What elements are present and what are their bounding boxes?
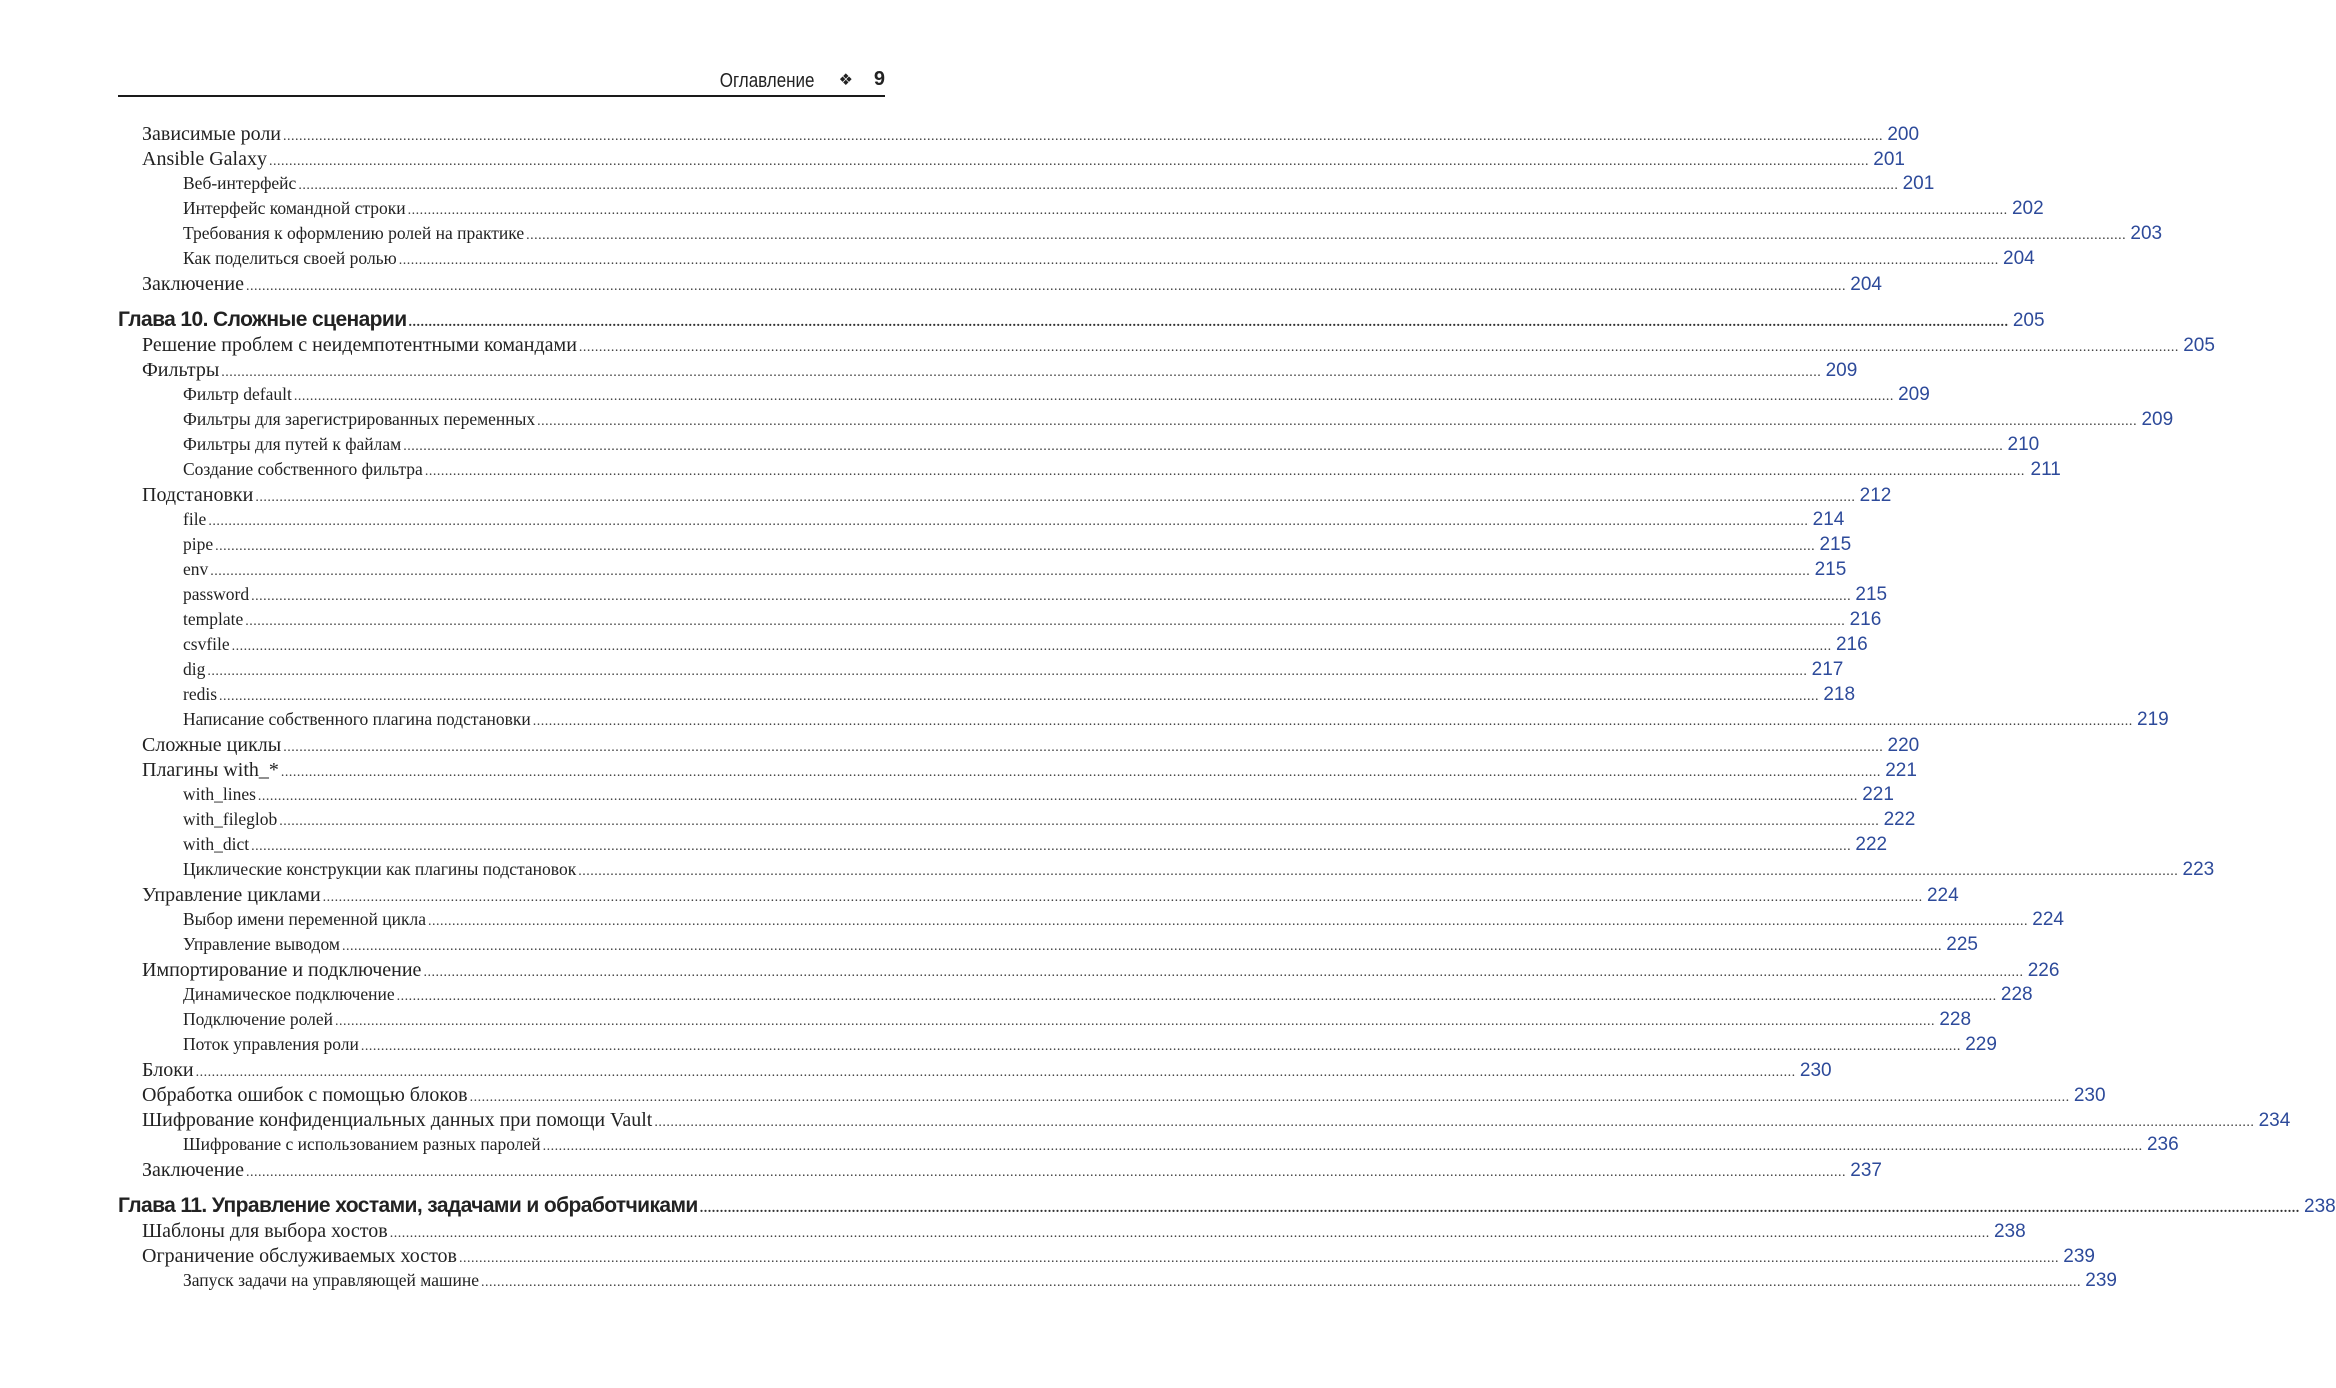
toc-entry[interactable] <box>118 959 2060 984</box>
toc-page-number: 228 <box>2000 984 2033 1005</box>
toc-entry[interactable] <box>118 559 1847 584</box>
toc-entry[interactable] <box>118 173 1935 198</box>
header-title: Оглавление <box>720 70 815 92</box>
toc-entry[interactable] <box>118 809 1916 834</box>
toc-entry[interactable] <box>118 1009 1972 1034</box>
toc-page-number: 224 <box>2032 909 2064 930</box>
toc-entry[interactable] <box>118 909 2064 934</box>
toc-page-number: 211 <box>2030 459 2061 480</box>
toc-entry[interactable] <box>118 248 2035 273</box>
toc-page-number: 239 <box>2063 1246 2095 1267</box>
toc-entry-label: password <box>183 584 250 604</box>
toc-entry-label: Запуск задачи на управляющей машине <box>183 1270 479 1290</box>
toc-page-number: 216 <box>1849 609 1882 630</box>
toc-page-number: 221 <box>1862 784 1894 805</box>
toc-page-number: 222 <box>1883 809 1916 830</box>
toc-entry-label: Управление выводом <box>183 934 340 954</box>
dot-leader: ................................................................................................................................................................................................................................................................................................................................................................................................................ <box>398 253 1999 268</box>
toc-entry[interactable] <box>118 934 1978 959</box>
dot-leader: ................................................................................................................................................................................................................................................................................................................................................................................................................ <box>699 1201 2300 1216</box>
toc-entry-label: Зависимые роли <box>142 123 282 145</box>
toc-entry-label: with_fileglob <box>183 809 278 829</box>
toc-page-number: 204 <box>1850 274 1882 295</box>
dot-leader: ................................................................................................................................................................................................................................................................................................................................................................................................................ <box>424 464 2025 479</box>
toc-entry-label: Плагины with_* <box>142 759 279 781</box>
dot-leader: ................................................................................................................................................................................................................................................................................................................................................................................................................ <box>298 178 1899 193</box>
ornament-icon: ❖ <box>838 70 853 89</box>
toc-entry-label: Импортирование и подключение <box>142 959 422 981</box>
toc-page-number: 212 <box>1859 485 1892 506</box>
toc-entry-label: Интерфейс командной строки <box>183 198 406 218</box>
table-of-contents <box>118 123 2336 1295</box>
toc-entry-label: Фильтр default <box>183 384 292 404</box>
toc-page-number: 237 <box>1850 1160 1882 1181</box>
toc-entry-label: Выбор имени переменной цикла <box>183 909 426 929</box>
dot-leader: ................................................................................................................................................................................................................................................................................................................................................................................................................ <box>221 365 1822 380</box>
toc-entry-label: Как поделиться своей ролью <box>183 248 397 268</box>
dot-leader: ................................................................................................................................................................................................................................................................................................................................................................................................................ <box>335 1014 1936 1029</box>
toc-entry-label: file <box>183 509 207 529</box>
dot-leader: ................................................................................................................................................................................................................................................................................................................................................................................................................ <box>283 129 1884 144</box>
toc-entry-label: Заключение <box>142 273 244 295</box>
toc-entry-label: csvfile <box>183 634 230 654</box>
dot-leader: ................................................................................................................................................................................................................................................................................................................................................................................................................ <box>219 689 1820 704</box>
toc-page-number: 201 <box>1873 149 1905 170</box>
toc-page-number: 225 <box>1946 934 1978 955</box>
toc-entry-label: Ограничение обслуживаемых хостов <box>142 1245 457 1267</box>
toc-entry[interactable] <box>118 198 2044 223</box>
toc-entry-label: Фильтры <box>142 359 220 381</box>
toc-entry-label: Решение проблем с неидемпотентными командами <box>142 334 577 356</box>
toc-entry-label: Обработка ошибок с помощью блоков <box>142 1084 468 1106</box>
dot-leader: ................................................................................................................................................................................................................................................................................................................................................................................................................ <box>480 1275 2081 1290</box>
toc-page-number: 203 <box>2130 223 2163 244</box>
toc-page-number: 205 <box>2183 335 2215 356</box>
toc-page-number: 236 <box>2146 1134 2179 1155</box>
dot-leader: ................................................................................................................................................................................................................................................................................................................................................................................................................ <box>280 765 1881 780</box>
toc-entry[interactable] <box>118 334 2215 359</box>
toc-page-number: 209 <box>1898 384 1930 405</box>
toc-page-number: 229 <box>1965 1034 1997 1055</box>
toc-page-number: 201 <box>1902 173 1935 194</box>
dot-leader: ................................................................................................................................................................................................................................................................................................................................................................................................................ <box>322 890 1923 905</box>
toc-page-number: 209 <box>1825 360 1858 381</box>
toc-page-number: 226 <box>2027 960 2060 981</box>
toc-entry[interactable] <box>118 884 1959 909</box>
toc-entry[interactable] <box>118 609 1882 634</box>
toc-page-number: 228 <box>1939 1009 1972 1030</box>
dot-leader: ................................................................................................................................................................................................................................................................................................................................................................................................................ <box>360 1039 1961 1054</box>
dot-leader: ................................................................................................................................................................................................................................................................................................................................................................................................................ <box>268 154 1869 169</box>
toc-entry[interactable] <box>118 1059 1832 1084</box>
dot-leader: ................................................................................................................................................................................................................................................................................................................................................................................................................ <box>423 965 2024 980</box>
toc-entry-label: Написание собственного плагина подстановки <box>183 709 531 729</box>
toc-entry[interactable] <box>118 1245 2095 1270</box>
dot-leader: ................................................................................................................................................................................................................................................................................................................................................................................................................ <box>207 664 1808 679</box>
toc-entry-label: Сложные циклы <box>142 734 282 756</box>
dot-leader: ................................................................................................................................................................................................................................................................................................................................................................................................................ <box>208 514 1809 529</box>
toc-entry-label: Шифрование конфиденциальных данных при помощи Vault <box>142 1109 653 1131</box>
toc-entry[interactable] <box>118 709 2169 734</box>
toc-entry-label: Веб-интерфейс <box>183 173 297 193</box>
dot-leader: ................................................................................................................................................................................................................................................................................................................................................................................................................ <box>283 740 1884 755</box>
toc-entry-label: Циклические конструкции как плагины подстановок <box>183 859 577 879</box>
toc-page-number: 200 <box>1887 124 1920 145</box>
dot-leader: ................................................................................................................................................................................................................................................................................................................................................................................................................ <box>279 814 1880 829</box>
toc-entry[interactable] <box>118 734 1920 759</box>
toc-page-number: 202 <box>2011 198 2044 219</box>
dot-leader: ................................................................................................................................................................................................................................................................................................................................................................................................................ <box>251 839 1852 854</box>
toc-entry[interactable] <box>118 859 2215 884</box>
dot-leader: ................................................................................................................................................................................................................................................................................................................................................................................................................ <box>246 279 1846 294</box>
toc-entry[interactable] <box>118 1220 2026 1245</box>
toc-entry-label: Подстановки <box>142 484 254 506</box>
toc-page-number: 223 <box>2182 859 2215 880</box>
toc-page-number: 238 <box>1993 1221 2026 1242</box>
dot-leader: ................................................................................................................................................................................................................................................................................................................................................................................................................ <box>537 414 2138 429</box>
toc-page-number: 221 <box>1885 760 1917 781</box>
dot-leader: ................................................................................................................................................................................................................................................................................................................................................................................................................ <box>245 614 1846 629</box>
toc-chapter[interactable] <box>118 308 2045 334</box>
dot-leader: ................................................................................................................................................................................................................................................................................................................................................................................................................ <box>578 864 2179 879</box>
dot-leader: ................................................................................................................................................................................................................................................................................................................................................................................................................ <box>469 1090 2070 1105</box>
toc-entry-label: Блоки <box>142 1059 194 1081</box>
header-page-number: 9 <box>873 68 885 90</box>
toc-entry-label: Глава 11. Управление хостами, задачами и обработчиками <box>118 1194 698 1217</box>
toc-page-number: 209 <box>2141 409 2174 430</box>
toc-page-number: 239 <box>2085 1270 2117 1291</box>
toc-entry[interactable] <box>118 759 1917 784</box>
toc-entry-label: Создание собственного фильтра <box>183 459 423 479</box>
dot-leader: ................................................................................................................................................................................................................................................................................................................................................................................................................ <box>210 564 1811 579</box>
toc-page-number: 210 <box>2007 434 2040 455</box>
toc-entry-label: Поток управления роли <box>183 1034 359 1054</box>
toc-entry-label: Ansible Galaxy <box>142 148 267 170</box>
toc-page-number: 215 <box>1819 534 1852 555</box>
toc-entry-label: with_dict <box>183 834 250 854</box>
toc-page-number: 224 <box>1926 885 1959 906</box>
toc-entry-label: pipe <box>183 534 214 554</box>
dot-leader: ................................................................................................................................................................................................................................................................................................................................................................................................................ <box>542 1139 2143 1154</box>
toc-entry[interactable] <box>118 434 2040 459</box>
toc-entry-label: Требования к оформлению ролей на практике <box>183 223 525 243</box>
toc-page-number: 230 <box>2073 1085 2106 1106</box>
toc-entry-label: Динамическое подключение <box>183 984 395 1004</box>
toc-entry-label: Подключение ролей <box>183 1009 334 1029</box>
toc-chapter[interactable] <box>118 1194 2336 1220</box>
toc-page-number: 204 <box>2003 248 2035 269</box>
dot-leader: ................................................................................................................................................................................................................................................................................................................................................................................................................ <box>532 714 2133 729</box>
toc-entry-label: Фильтры для путей к файлам <box>183 434 402 454</box>
toc-entry-label: dig <box>183 659 206 679</box>
toc-entry[interactable] <box>118 359 1858 384</box>
toc-entry[interactable] <box>118 1159 1882 1184</box>
toc-page-number: 230 <box>1799 1060 1832 1081</box>
toc-entry[interactable] <box>118 148 1905 173</box>
toc-entry-label: template <box>183 609 244 629</box>
toc-entry[interactable] <box>118 984 2033 1009</box>
dot-leader: ................................................................................................................................................................................................................................................................................................................................................................................................................ <box>654 1115 2255 1130</box>
toc-entry[interactable] <box>118 1134 2179 1159</box>
toc-entry[interactable] <box>118 459 2061 484</box>
toc-page-number: 234 <box>2258 1110 2291 1131</box>
dot-leader: ................................................................................................................................................................................................................................................................................................................................................................................................................ <box>293 389 1894 404</box>
dot-leader: ................................................................................................................................................................................................................................................................................................................................................................................................................ <box>251 589 1852 604</box>
dot-leader: ................................................................................................................................................................................................................................................................................................................................................................................................................ <box>215 539 1816 554</box>
toc-entry[interactable] <box>118 659 1844 684</box>
toc-page-number: 219 <box>2137 709 2169 730</box>
toc-page-number: 205 <box>2012 310 2045 331</box>
toc-entry[interactable] <box>118 584 1888 609</box>
dot-leader: ................................................................................................................................................................................................................................................................................................................................................................................................................ <box>231 639 1832 654</box>
toc-page-number: 222 <box>1855 834 1888 855</box>
toc-entry[interactable] <box>118 834 1888 859</box>
dot-leader: ................................................................................................................................................................................................................................................................................................................................................................................................................ <box>578 340 2179 355</box>
dot-leader: ................................................................................................................................................................................................................................................................................................................................................................................................................ <box>195 1065 1796 1080</box>
toc-entry[interactable] <box>118 534 1852 559</box>
toc-entry[interactable] <box>118 509 1845 534</box>
dot-leader: ................................................................................................................................................................................................................................................................................................................................................................................................................ <box>407 203 2008 218</box>
dot-leader: ................................................................................................................................................................................................................................................................................................................................................................................................................ <box>526 228 2127 243</box>
running-header <box>118 66 885 97</box>
toc-entry-label: env <box>183 559 209 579</box>
toc-entry[interactable] <box>118 409 2174 434</box>
toc-entry[interactable] <box>118 1109 2291 1134</box>
toc-entry-label: Заключение <box>142 1159 244 1181</box>
toc-entry[interactable] <box>118 1034 1997 1059</box>
toc-page-number: 214 <box>1812 509 1845 530</box>
toc-page-number: 217 <box>1811 659 1844 680</box>
toc-entry[interactable] <box>118 484 1892 509</box>
toc-entry[interactable] <box>118 273 1882 298</box>
toc-entry-label: Глава 10. Сложные сценарии <box>118 308 407 331</box>
dot-leader: ................................................................................................................................................................................................................................................................................................................................................................................................................ <box>341 939 1942 954</box>
toc-entry-label: redis <box>183 684 218 704</box>
toc-entry[interactable] <box>118 123 1920 148</box>
toc-entry[interactable] <box>118 223 2163 248</box>
toc-entry[interactable] <box>118 1084 2106 1109</box>
dot-leader: ................................................................................................................................................................................................................................................................................................................................................................................................................ <box>427 914 2028 929</box>
toc-entry[interactable] <box>118 784 1894 809</box>
dot-leader: ................................................................................................................................................................................................................................................................................................................................................................................................................ <box>408 315 2009 330</box>
toc-page-number: 216 <box>1835 634 1868 655</box>
toc-page-number: 218 <box>1823 684 1856 705</box>
dot-leader: ................................................................................................................................................................................................................................................................................................................................................................................................................ <box>396 989 1997 1004</box>
toc-entry[interactable] <box>118 634 1868 659</box>
dot-leader: ................................................................................................................................................................................................................................................................................................................................................................................................................ <box>389 1226 1990 1241</box>
toc-entry[interactable] <box>118 384 1930 409</box>
dot-leader: ................................................................................................................................................................................................................................................................................................................................................................................................................ <box>459 1251 2059 1266</box>
toc-entry-label: Шифрование с использованием разных паролей <box>183 1134 541 1154</box>
toc-entry-label: with_lines <box>183 784 256 804</box>
toc-page-number: 220 <box>1887 735 1920 756</box>
toc-entry-label: Управление циклами <box>142 884 321 906</box>
toc-page-number: 215 <box>1855 584 1888 605</box>
dot-leader: ................................................................................................................................................................................................................................................................................................................................................................................................................ <box>403 439 2004 454</box>
dot-leader: ................................................................................................................................................................................................................................................................................................................................................................................................................ <box>257 789 1858 804</box>
dot-leader: ................................................................................................................................................................................................................................................................................................................................................................................................................ <box>255 490 1856 505</box>
toc-page-number: 238 <box>2304 1196 2336 1217</box>
toc-page-number: 215 <box>1814 559 1847 580</box>
dot-leader: ................................................................................................................................................................................................................................................................................................................................................................................................................ <box>246 1165 1846 1180</box>
toc-entry[interactable] <box>118 1270 2117 1295</box>
toc-entry[interactable] <box>118 684 1856 709</box>
toc-entry-label: Шаблоны для выбора хостов <box>142 1220 388 1242</box>
toc-entry-label: Фильтры для зарегистрированных переменных <box>183 409 536 429</box>
